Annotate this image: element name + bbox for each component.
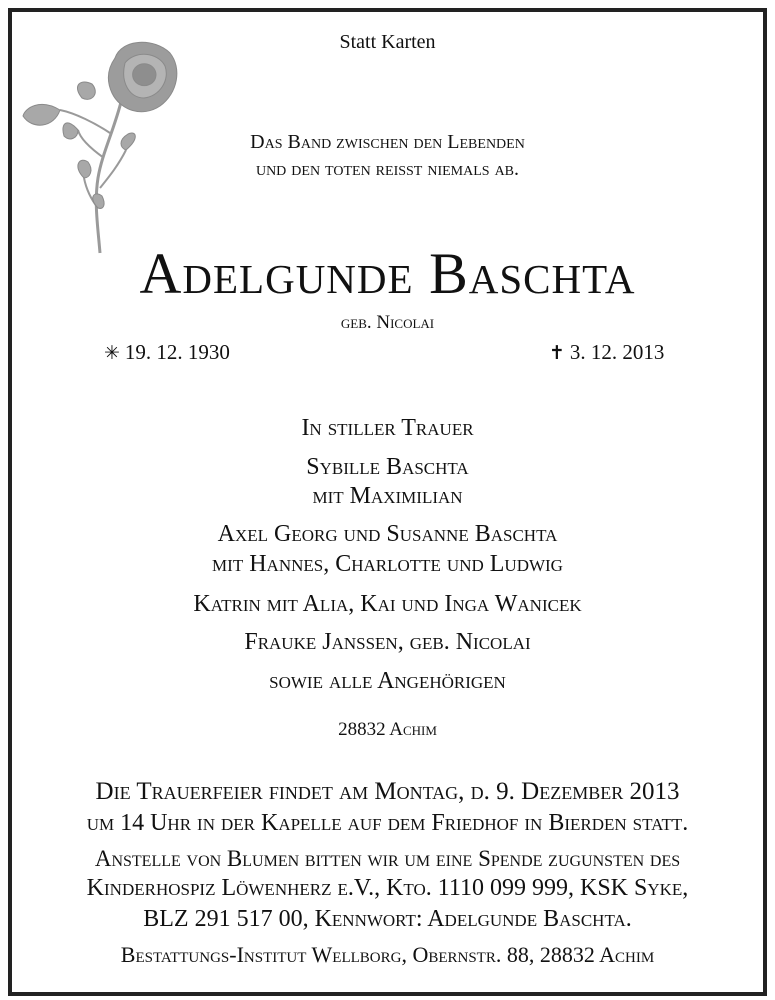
statt-karten-label: Statt Karten [339, 31, 436, 53]
quote-line-1: Das Band zwischen den Lebenden [250, 131, 525, 153]
mourner-line: Sybille Baschta [306, 454, 469, 480]
mourner-line: mit Maximilian [312, 483, 463, 509]
mourner-line: Katrin mit Alia, Kai und Inga Wanicek [193, 591, 582, 617]
mourner-line: sowie alle Angehörigen [269, 668, 506, 694]
mourners-location: 28832 Achim [338, 719, 437, 740]
death-date-group [549, 342, 664, 363]
mourners-intro: In stiller Trauer [301, 415, 474, 441]
mourner-line: Frauke Janssen, geb. Nicolai [244, 629, 531, 655]
maiden-name: geb. Nicolai [340, 312, 435, 333]
deceased-name: Adelgunde Baschta [139, 241, 636, 306]
service-line-2: um 14 Uhr in der Kapelle auf dem Friedhof in Bierden statt. [86, 810, 689, 836]
death-cross-icon: ✝ [549, 342, 565, 364]
birth-star-icon: ✳ [104, 342, 120, 364]
quote-line-2: und den toten reisst niemals ab. [255, 158, 520, 180]
undertaker-address: Bestattungs-Institut Wellborg, Obernstr. 88, 28832 Achim [120, 942, 655, 967]
mourner-line: Axel Georg und Susanne Baschta [217, 521, 558, 547]
donation-line-2: Kinderhospiz Löwenherz e.V., Kto. 1110 099 999, KSK Syke, [86, 875, 689, 901]
birth-date: 19. 12. 1930 [124, 340, 230, 364]
donation-line-3: BLZ 291 517 00, Kennwort: Adelgunde Baschta. [143, 906, 632, 932]
mourner-line: mit Hannes, Charlotte und Ludwig [212, 551, 563, 577]
death-date: 3. 12. 2013 [569, 340, 665, 364]
donation-line-1: Anstelle von Blumen bitten wir um eine Spende zugunsten des [94, 846, 681, 871]
service-line-1: Die Trauerfeier findet am Montag, d. 9. Dezember 2013 [95, 778, 680, 805]
birth-date-group [104, 342, 230, 363]
